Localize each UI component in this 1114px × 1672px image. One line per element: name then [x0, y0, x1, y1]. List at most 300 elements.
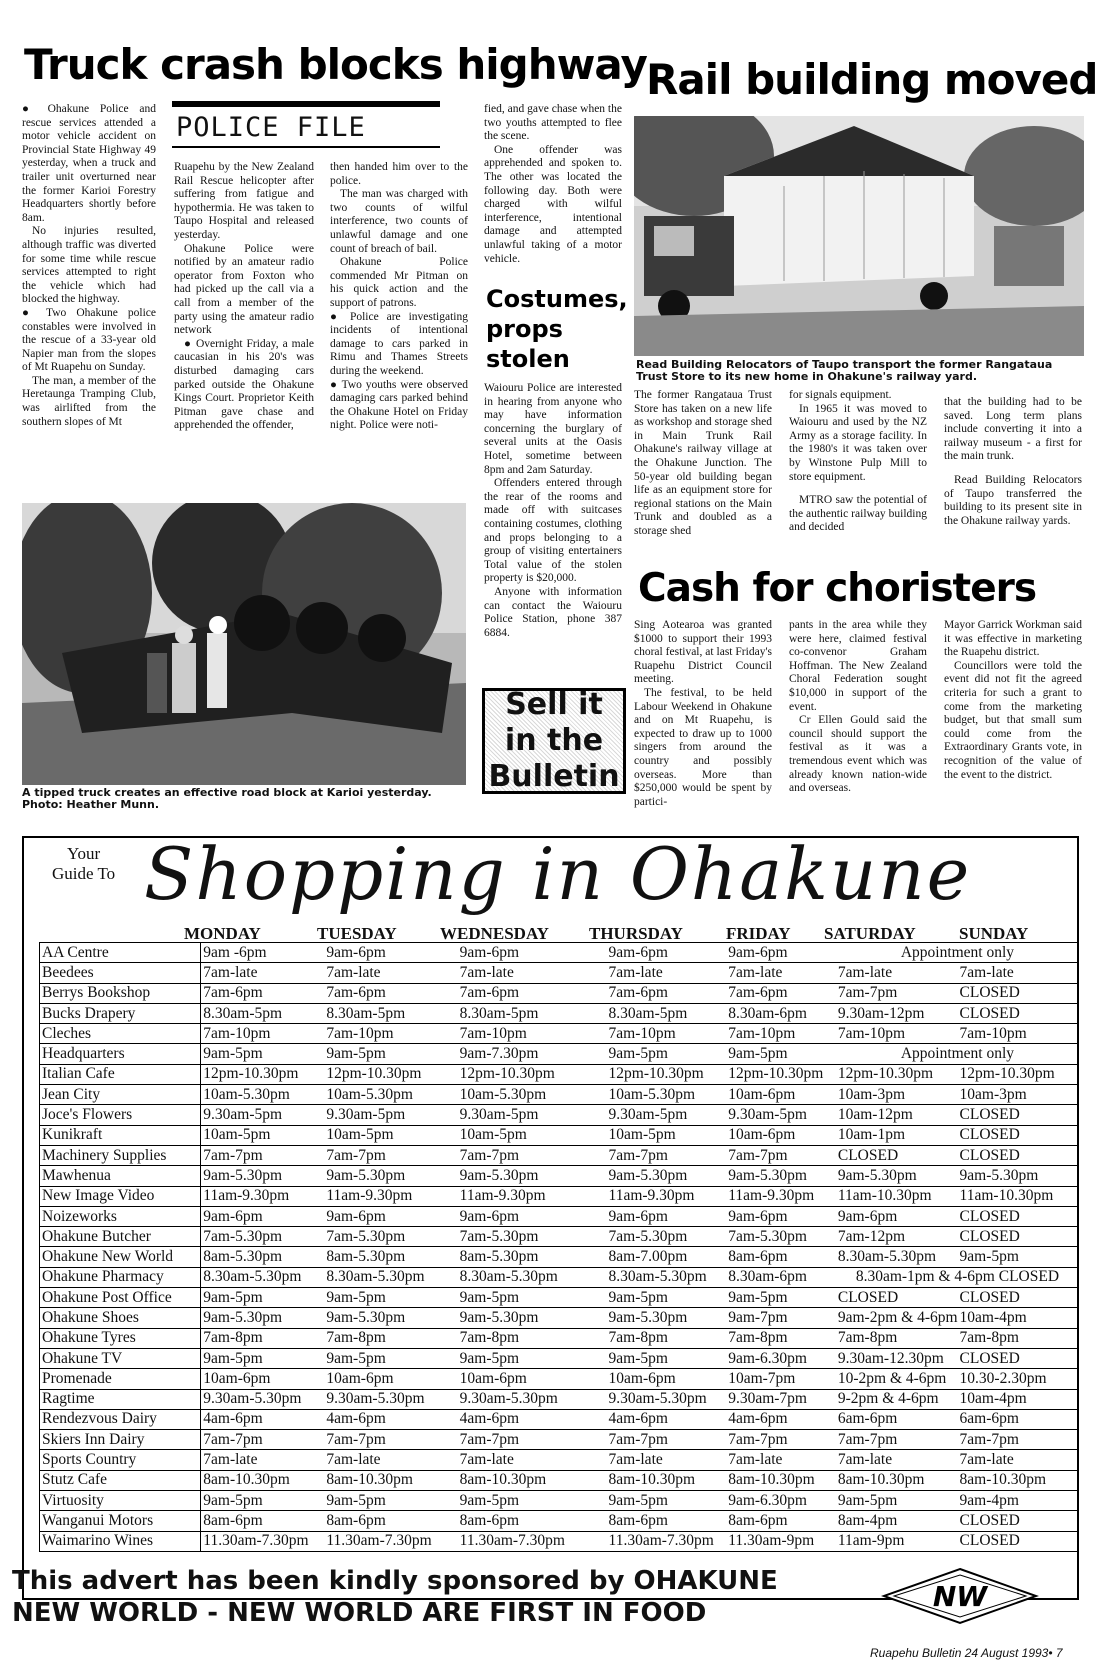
- store-name: Promenade: [40, 1369, 201, 1389]
- table-row: [40, 1328, 1078, 1348]
- table-row: [40, 1247, 1078, 1267]
- hours-cell: 9am-5pm: [201, 1491, 325, 1511]
- hours-cell: 11am-9.30pm: [458, 1186, 607, 1206]
- rail-building-photo: [634, 116, 1084, 356]
- table-row: [40, 1044, 1078, 1064]
- store-name: Bucks Drapery: [40, 1003, 201, 1023]
- hours-cell: 7am-late: [324, 963, 457, 983]
- cash-para: Cr Ellen Gould said the council should support the festival as it was a tremendous event which was already known nation-wide and overseas.: [789, 714, 927, 795]
- police-para: fied, and gave chase when the two youths attempted to flee the scene.: [484, 103, 622, 143]
- truck-crash-photo: [22, 503, 466, 785]
- hours-cell: 10am-6pm: [324, 1369, 457, 1389]
- hours-cell: 8am-7.00pm: [607, 1247, 727, 1267]
- hours-cell: 10am-1pm: [836, 1125, 958, 1145]
- hours-cell: 9am-6pm: [201, 1206, 325, 1226]
- cash-para: Councillors were told the event did not fit the agreed criteria for such a grant to come from the marketing budget, but that small sum could come from the Extraordinary Grants vote, in recognition of the value of the event to the district.: [944, 659, 1082, 781]
- hours-cell: 9am-4pm: [958, 1491, 1077, 1511]
- hours-cell: 9am-5pm: [958, 1247, 1077, 1267]
- hours-cell: 7am-late: [958, 963, 1077, 983]
- hours-cell: CLOSED: [958, 1348, 1077, 1368]
- truck-column: [22, 103, 156, 491]
- hours-cell: 9am-5pm: [201, 1348, 325, 1368]
- new-world-logo-text: NW: [932, 1580, 988, 1613]
- hours-cell: 8.30am-5pm: [458, 1003, 607, 1023]
- table-row: [40, 1369, 1078, 1389]
- new-world-logo: [880, 1565, 1040, 1627]
- hours-cell: CLOSED: [836, 1145, 958, 1165]
- hours-cell: 9am-7.30pm: [458, 1044, 607, 1064]
- day-thursday: THURSDAY: [589, 924, 683, 943]
- police-para: Ohakune Police were notified by an amateur radio operator from Foxton who had picked up the call via a call from a member of the party using the amateur radio network: [174, 242, 314, 337]
- hours-cell: 12pm-10.30pm: [958, 1064, 1077, 1084]
- hours-cell: 7am-7pm: [458, 1430, 607, 1450]
- hours-cell: 7am-8pm: [607, 1328, 727, 1348]
- hours-cell: CLOSED: [836, 1288, 958, 1308]
- hours-cell: 10am-5pm: [201, 1125, 325, 1145]
- hours-cell: 12pm-10.30pm: [458, 1064, 607, 1084]
- table-row: [40, 1024, 1078, 1044]
- cash-para: Mayor Garrick Workman said it was effective in marketing the Ruapehu district.: [944, 619, 1082, 659]
- store-name: Stutz Cafe: [40, 1470, 201, 1490]
- cash-col-3: [944, 619, 1082, 819]
- hours-cell: 9am-6pm: [607, 1206, 727, 1226]
- hours-cell: 7am-5.30pm: [201, 1227, 325, 1247]
- sponsor-line-1: This advert has been kindly sponsored by OHAKUNE: [12, 1566, 778, 1596]
- hours-cell: 8am-6pm: [201, 1511, 325, 1531]
- hours-cell: 9am-5pm: [607, 1044, 727, 1064]
- hours-cell: 8am-10.30pm: [607, 1470, 727, 1490]
- hours-cell: 7am-7pm: [324, 1430, 457, 1450]
- hours-cell: 10am-12pm: [836, 1105, 958, 1125]
- table-row: [40, 1288, 1078, 1308]
- hours-cell: 7am-late: [726, 963, 836, 983]
- hours-cell: CLOSED: [958, 1531, 1077, 1551]
- sell-it-box: [482, 688, 626, 794]
- hours-cell: 4am-6pm: [726, 1409, 836, 1429]
- costumes-para: Waiouru Police are interested in hearing from anyone who may have information concerning the burglary of several units at the Oasis Hotel, sometime between 8pm and 2am Saturday.: [484, 382, 622, 476]
- hours-cell: 4am-6pm: [324, 1409, 457, 1429]
- hours-cell: 9.30am-5pm: [324, 1105, 457, 1125]
- rail-para: The former Rangataua Trust Store has taken on a new life as workshop and storage shed in Main Trunk Rail Ohakune's railway village at the Ohakune Junction. The 50-year old building began life as an equipment store for regional stations on the Main Trunk and doubled as a storage shed: [634, 389, 772, 537]
- hours-cell: 9am-5pm: [458, 1491, 607, 1511]
- hours-cell: 11.30am-7.30pm: [607, 1531, 727, 1551]
- hours-cell: 7am-10pm: [836, 1024, 958, 1044]
- hours-cell: 7am-7pm: [726, 1430, 836, 1450]
- hours-cell: 9am-6pm: [836, 1206, 958, 1226]
- hours-cell: 7am-7pm: [201, 1430, 325, 1450]
- hours-cell: CLOSED: [958, 1206, 1077, 1226]
- truck-para-2: No injuries resulted, although traffic was diverted for some time while rescue services attempted to right the vehicle which had blocked the highway.: [22, 225, 156, 306]
- table-row: [40, 1491, 1078, 1511]
- hours-cell: 12pm-10.30pm: [607, 1064, 727, 1084]
- hours-cell: 8am-5.30pm: [324, 1247, 457, 1267]
- hours-cell: 9.30am-5pm: [607, 1105, 727, 1125]
- table-row: [40, 1470, 1078, 1490]
- cash-col-2: [789, 619, 927, 815]
- hours-cell: 4am-6pm: [607, 1409, 727, 1429]
- police-para: ● Police are investigating incidents of intentional damage to cars parked in Rimu and Thames Streets during the weekend.: [330, 310, 468, 377]
- store-name: AA Centre: [40, 943, 201, 963]
- hours-cell: 8.30am-5.30pm: [458, 1267, 607, 1287]
- hours-cell: 9.30am-5.30pm: [458, 1389, 607, 1409]
- hours-cell: 9am-5.30pm: [324, 1166, 457, 1186]
- table-row: [40, 1409, 1078, 1429]
- hours-cell: 9am-5.30pm: [607, 1308, 727, 1328]
- truck-para-1: ● Ohakune Police and rescue services attended a motor vehicle accident on Provincial State Highway 49 yesterday, when a truck and trailer unit overturned near the former Karioi Forestry Headquarters shortly before 8am.: [22, 103, 156, 224]
- hours-cell: 8am-6pm: [607, 1511, 727, 1531]
- costumes-headline: Costumes, props stolen: [486, 285, 628, 373]
- hours-cell: 10am-5pm: [458, 1125, 607, 1145]
- store-name: Beedees: [40, 963, 201, 983]
- guide-line-1: Your: [66, 844, 101, 863]
- hours-cell: 7am-late: [726, 1450, 836, 1470]
- store-name: Skiers Inn Dairy: [40, 1430, 201, 1450]
- hours-cell: 9am-5pm: [201, 1288, 325, 1308]
- table-row: [40, 1348, 1078, 1368]
- hours-cell: 8am-5.30pm: [458, 1247, 607, 1267]
- hours-cell: 10.30-2.30pm: [958, 1369, 1077, 1389]
- weekend-hours-cell: Appointment only: [836, 1044, 1077, 1064]
- hours-cell: 9am-5.30pm: [201, 1308, 325, 1328]
- rail-para: MTRO saw the potential of the authentic railway building and decided: [789, 494, 927, 534]
- hours-cell: 7am-late: [324, 1450, 457, 1470]
- day-monday: MONDAY: [184, 924, 261, 943]
- store-name: Ragtime: [40, 1389, 201, 1409]
- hours-cell: 9.30am-12.30pm: [836, 1348, 958, 1368]
- hours-cell: 7am-12pm: [836, 1227, 958, 1247]
- hours-cell: 9am-6pm: [458, 943, 607, 963]
- store-name: Waimarino Wines: [40, 1531, 201, 1551]
- hours-cell: 9am-6pm: [726, 943, 836, 963]
- hours-cell: 7am-6pm: [324, 983, 457, 1003]
- hours-cell: 9am-5.30pm: [726, 1166, 836, 1186]
- hours-cell: CLOSED: [958, 1227, 1077, 1247]
- day-friday: FRIDAY: [726, 924, 791, 943]
- store-name: Cleches: [40, 1024, 201, 1044]
- hours-cell: 10am-6pm: [726, 1125, 836, 1145]
- day-saturday: SATURDAY: [824, 924, 916, 943]
- hours-cell: 8.30am-5.30pm: [201, 1267, 325, 1287]
- hours-cell: 8.30am-5pm: [324, 1003, 457, 1023]
- hours-cell: 9am-5pm: [607, 1491, 727, 1511]
- hours-cell: 10am-5.30pm: [201, 1085, 325, 1105]
- hours-cell: 7am-6pm: [607, 983, 727, 1003]
- hours-cell: 7am-8pm: [726, 1328, 836, 1348]
- hours-cell: 9.30am-5.30pm: [201, 1389, 325, 1409]
- hours-cell: 9am -6pm: [201, 943, 325, 963]
- rail-para: Read Building Relocators of Taupo transferred the building to its present site in the Ohakune railway yards.: [944, 473, 1082, 527]
- sell-line-3: Bulletin: [488, 759, 620, 794]
- hours-cell: 9.30am-12pm: [836, 1003, 958, 1023]
- hours-cell: 7am-8pm: [958, 1328, 1077, 1348]
- hours-cell: 7am-10pm: [607, 1024, 727, 1044]
- hours-cell: 7am-late: [458, 963, 607, 983]
- hours-cell: 8am-10.30pm: [324, 1470, 457, 1490]
- costumes-para: Anyone with information can contact the Waiouru Police Station, phone 387 6884.: [484, 585, 622, 639]
- police-para: Ruapehu by the New Zealand Rail Rescue helicopter after suffering from fatigue and hypothermia. He was taken to Taupo Hospital and released yesterday.: [174, 161, 314, 241]
- hours-cell: 12pm-10.30pm: [836, 1064, 958, 1084]
- hours-cell: 9am-7pm: [726, 1308, 836, 1328]
- hours-cell: CLOSED: [958, 1288, 1077, 1308]
- hours-cell: 9am-5pm: [607, 1348, 727, 1368]
- hours-cell: CLOSED: [958, 1105, 1077, 1125]
- hours-cell: 11am-9.30pm: [607, 1186, 727, 1206]
- police-file-bottom-rule: [172, 146, 440, 148]
- store-name: Joce's Flowers: [40, 1105, 201, 1125]
- hours-cell: 8am-10.30pm: [201, 1470, 325, 1490]
- hours-cell: 7am-7pm: [958, 1430, 1077, 1450]
- hours-cell: 4am-6pm: [458, 1409, 607, 1429]
- store-name: New Image Video: [40, 1186, 201, 1206]
- hours-cell: 11.30am-7.30pm: [324, 1531, 457, 1551]
- hours-cell: 12pm-10.30pm: [324, 1064, 457, 1084]
- hours-cell: 9am-5pm: [324, 1044, 457, 1064]
- table-row: [40, 943, 1078, 963]
- guide-line-2: Guide To: [52, 864, 116, 883]
- table-row: [40, 1064, 1078, 1084]
- hours-cell: 11am-10.30pm: [836, 1186, 958, 1206]
- hours-cell: 7am-7pm: [324, 1145, 457, 1165]
- table-row: [40, 1227, 1078, 1247]
- table-row: [40, 1003, 1078, 1023]
- hours-cell: 8am-10.30pm: [458, 1470, 607, 1490]
- hours-cell: 7am-7pm: [201, 1145, 325, 1165]
- hours-cell: 11.30am-7.30pm: [201, 1531, 325, 1551]
- cash-para: pants in the area while they were here, claimed festival co-convenor Graham Hoffman. The New Zealand Choral Federation sought $10,000 in support of the event.: [789, 619, 927, 713]
- page-footer: Ruapehu Bulletin 24 August 1993• 7: [870, 1646, 1063, 1660]
- hours-cell: 7am-5.30pm: [324, 1227, 457, 1247]
- hours-cell: 9.30am-5pm: [458, 1105, 607, 1125]
- hours-cell: 7am-5.30pm: [607, 1227, 727, 1247]
- hours-cell: 7am-7pm: [726, 1145, 836, 1165]
- hours-cell: 9.30am-5pm: [201, 1105, 325, 1125]
- cash-para: Sing Aotearoa was granted $1000 to support their 1993 choral festival, at last Friday's Ruapehu District Council meeting.: [634, 619, 772, 686]
- truck-para-3: ● Two Ohakune police constables were involved in the rescue of a 33-year old Napier man from the slopes of Mt Ruapehu on Sunday.: [22, 306, 156, 374]
- hours-cell: 7am-8pm: [836, 1328, 958, 1348]
- hours-cell: 9am-6pm: [324, 1206, 457, 1226]
- hours-cell: 9am-5.30pm: [958, 1166, 1077, 1186]
- sell-line-2: in the: [504, 723, 604, 758]
- hours-cell: 7am-7pm: [607, 1430, 727, 1450]
- police-para: One offender was apprehended and spoken to. The other was located the following day. Both were charged with wilful interference, intentional damage and attempted unlawful taking of a motor vehicle.: [484, 143, 622, 265]
- rail-photo-caption: Read Building Relocators of Taupo transport the former Rangataua Trust Store to its new home in Ohakune's railway yard.: [636, 358, 1053, 383]
- hours-cell: 8.30am-6pm: [726, 1003, 836, 1023]
- hours-cell: 7am-10pm: [458, 1024, 607, 1044]
- hours-cell: 9am-6pm: [726, 1206, 836, 1226]
- table-row: [40, 1105, 1078, 1125]
- hours-cell: 9am-5.30pm: [836, 1166, 958, 1186]
- store-name: Italian Cafe: [40, 1064, 201, 1084]
- hours-cell: 11am-10.30pm: [958, 1186, 1077, 1206]
- hours-cell: 7am-8pm: [324, 1328, 457, 1348]
- store-name: Noizeworks: [40, 1206, 201, 1226]
- hours-cell: 8am-6pm: [726, 1247, 836, 1267]
- hours-cell: 7am-6pm: [726, 983, 836, 1003]
- hours-cell: 7am-late: [836, 963, 958, 983]
- store-name: Wanganui Motors: [40, 1511, 201, 1531]
- costumes-para: Offenders entered through the rear of the rooms and made off with suitcases containing costumes, clothing and props belonging to a group of visiting entertainers Total value of the stolen property is $20,000.: [484, 477, 622, 585]
- sponsor-line-2: NEW WORLD - NEW WORLD ARE FIRST IN FOOD: [12, 1598, 707, 1628]
- cash-headline: Cash for choristers: [638, 566, 1037, 611]
- hours-cell: 11am-9.30pm: [324, 1186, 457, 1206]
- cash-col-1: [634, 619, 772, 815]
- store-name: Sports Country: [40, 1450, 201, 1470]
- police-para: ● Overnight Friday, a male caucasian in his 20's was disturbed damaging cars parked outside the Ohakune Kings Court. Proprietor Keith Pitman gave chase and apprehended the offender,: [174, 337, 314, 432]
- rail-para: that the building had to be saved. Long term plans include converting it into a railway museum - a first for the main trunk.: [944, 396, 1082, 463]
- hours-cell: 10am-6pm: [726, 1085, 836, 1105]
- table-row: [40, 963, 1078, 983]
- hours-cell: 9am-2pm & 4-6pm: [836, 1308, 958, 1328]
- hours-cell: 7am-late: [458, 1450, 607, 1470]
- hours-cell: 9am-6pm: [324, 943, 457, 963]
- hours-cell: 7am-late: [201, 963, 325, 983]
- hours-cell: 10am-5.30pm: [324, 1085, 457, 1105]
- hours-cell: 7am-late: [201, 1450, 325, 1470]
- police-para: Ohakune Police commended Mr Pitman on his quick action and the support of patrons.: [330, 256, 468, 309]
- store-name: Ohakune Post Office: [40, 1288, 201, 1308]
- hours-cell: 7am-5.30pm: [458, 1227, 607, 1247]
- hours-cell: 9am-5pm: [324, 1491, 457, 1511]
- store-name: Ohakune Tyres: [40, 1328, 201, 1348]
- hours-cell: 10am-4pm: [958, 1308, 1077, 1328]
- store-name: Headquarters: [40, 1044, 201, 1064]
- hours-cell: 10am-6pm: [607, 1369, 727, 1389]
- hours-cell: 11.30am-9pm: [726, 1531, 836, 1551]
- hours-cell: 7am-10pm: [201, 1024, 325, 1044]
- hours-cell: 8.30am-5.30pm: [607, 1267, 727, 1287]
- hours-cell: 9am-5.30pm: [458, 1308, 607, 1328]
- hours-cell: 10am-6pm: [458, 1369, 607, 1389]
- hours-cell: 10am-7pm: [726, 1369, 836, 1389]
- police-para: ● Two youths were observed damaging cars parked behind the Ohakune Hotel on Friday night. Police were noti-: [330, 378, 468, 432]
- hours-cell: 7am-late: [607, 963, 727, 983]
- store-name: Virtuosity: [40, 1491, 201, 1511]
- hours-cell: 10-2pm & 4-6pm: [836, 1369, 958, 1389]
- truck-para-4: The man, a member of the Heretaunga Tramping Club, was airlifted from the southern slopes of Mt: [22, 374, 156, 428]
- table-row: [40, 1145, 1078, 1165]
- hours-cell: 10am-5.30pm: [607, 1085, 727, 1105]
- table-row: [40, 1511, 1078, 1531]
- hours-cell: 9am-6pm: [607, 943, 727, 963]
- rail-col-3: [944, 396, 1082, 562]
- costumes-column: [484, 382, 622, 680]
- hours-cell: 9am-5pm: [726, 1288, 836, 1308]
- hours-cell: 11.30am-7.30pm: [458, 1531, 607, 1551]
- hours-cell: 8am-6pm: [324, 1511, 457, 1531]
- hours-cell: 7am-late: [836, 1450, 958, 1470]
- hours-cell: 8am-10.30pm: [726, 1470, 836, 1490]
- store-name: Rendezvous Dairy: [40, 1409, 201, 1429]
- store-name: Ohakune New World: [40, 1247, 201, 1267]
- hours-cell: 10am-5pm: [324, 1125, 457, 1145]
- hours-cell: 10am-3pm: [958, 1085, 1077, 1105]
- hours-cell: 10am-5.30pm: [458, 1085, 607, 1105]
- table-row: [40, 1206, 1078, 1226]
- hours-cell: 9am-5pm: [201, 1044, 325, 1064]
- truck-photo-caption: A tipped truck creates an effective road block at Karioi yesterday. Photo: Heather Munn.: [22, 786, 432, 811]
- police-col-2: [330, 161, 468, 491]
- day-wednesday: WEDNESDAY: [440, 924, 549, 943]
- hours-cell: 7am-6pm: [201, 983, 325, 1003]
- hours-cell: 9am-5pm: [458, 1288, 607, 1308]
- store-name: Ohakune Butcher: [40, 1227, 201, 1247]
- table-row: [40, 1186, 1078, 1206]
- hours-cell: 9am-5pm: [324, 1348, 457, 1368]
- hours-cell: 8.30am-5pm: [201, 1003, 325, 1023]
- hours-cell: 8am-4pm: [836, 1511, 958, 1531]
- hours-cell: 9am-5pm: [726, 1044, 836, 1064]
- hours-cell: 8.30am-5pm: [607, 1003, 727, 1023]
- hours-cell: 6am-6pm: [958, 1409, 1077, 1429]
- hours-cell: CLOSED: [958, 1125, 1077, 1145]
- rail-headline: Rail building moved: [646, 55, 1098, 104]
- weekend-hours-cell: Appointment only: [836, 943, 1077, 963]
- hours-cell: 7am-7pm: [836, 983, 958, 1003]
- hours-cell: 9am-5.30pm: [324, 1308, 457, 1328]
- hours-cell: 9am-5.30pm: [201, 1166, 325, 1186]
- rail-col-2: [789, 389, 927, 561]
- hours-cell: 9am-5pm: [607, 1288, 727, 1308]
- hours-cell: 7am-6pm: [458, 983, 607, 1003]
- store-name: Kunikraft: [40, 1125, 201, 1145]
- hours-cell: CLOSED: [958, 1145, 1077, 1165]
- rail-para: In 1965 it was moved to Waiouru and used by the NZ Army as a storage facility. In the 1980's it was taken over by Winstone Pulp Mill to store equipment.: [789, 402, 927, 483]
- hours-cell: 7am-10pm: [726, 1024, 836, 1044]
- store-name: Ohakune TV: [40, 1348, 201, 1368]
- hours-cell: 8am-6pm: [726, 1511, 836, 1531]
- hours-cell: 10am-4pm: [958, 1389, 1077, 1409]
- store-name: Mawhenua: [40, 1166, 201, 1186]
- hours-cell: 7am-8pm: [458, 1328, 607, 1348]
- rail-col-1: [634, 389, 772, 561]
- rail-para: for signals equipment.: [789, 389, 892, 401]
- table-row: [40, 1308, 1078, 1328]
- table-row: [40, 1430, 1078, 1450]
- store-name: Ohakune Pharmacy: [40, 1267, 201, 1287]
- hours-cell: 7am-7pm: [458, 1145, 607, 1165]
- police-col-1: [174, 161, 314, 491]
- hours-cell: 10am-5pm: [607, 1125, 727, 1145]
- store-name: Jean City: [40, 1085, 201, 1105]
- table-row: [40, 1085, 1078, 1105]
- sponsor-banner: [12, 1565, 852, 1629]
- hours-cell: 9am-5.30pm: [607, 1166, 727, 1186]
- hours-cell: 7am-10pm: [958, 1024, 1077, 1044]
- police-file-title: POLICE FILE: [176, 112, 366, 143]
- hours-cell: 9am-6.30pm: [726, 1348, 836, 1368]
- store-name: Ohakune Shoes: [40, 1308, 201, 1328]
- hours-cell: 8am-6pm: [458, 1511, 607, 1531]
- table-row: [40, 983, 1078, 1003]
- hours-cell: CLOSED: [958, 983, 1077, 1003]
- hours-cell: 7am-7pm: [607, 1145, 727, 1165]
- police-file-top-rule: [172, 101, 440, 107]
- store-name: Berrys Bookshop: [40, 983, 201, 1003]
- shopping-title: Shopping in Ohakune: [144, 832, 972, 916]
- hours-cell: 12pm-10.30pm: [726, 1064, 836, 1084]
- hours-cell: 12pm-10.30pm: [201, 1064, 325, 1084]
- table-row: [40, 1166, 1078, 1186]
- hours-cell: 9.30am-5.30pm: [324, 1389, 457, 1409]
- hours-cell: 8.30am-5.30pm: [324, 1267, 457, 1287]
- hours-cell: CLOSED: [958, 1003, 1077, 1023]
- weekend-hours-cell: 8.30am-1pm & 4-6pm CLOSED: [836, 1267, 1077, 1287]
- hours-cell: 9am-6pm: [458, 1206, 607, 1226]
- shopping-guide: [22, 832, 1079, 1600]
- hours-cell: 9am-6.30pm: [726, 1491, 836, 1511]
- hours-cell: CLOSED: [958, 1511, 1077, 1531]
- truck-headline: Truck crash blocks highway: [24, 40, 647, 89]
